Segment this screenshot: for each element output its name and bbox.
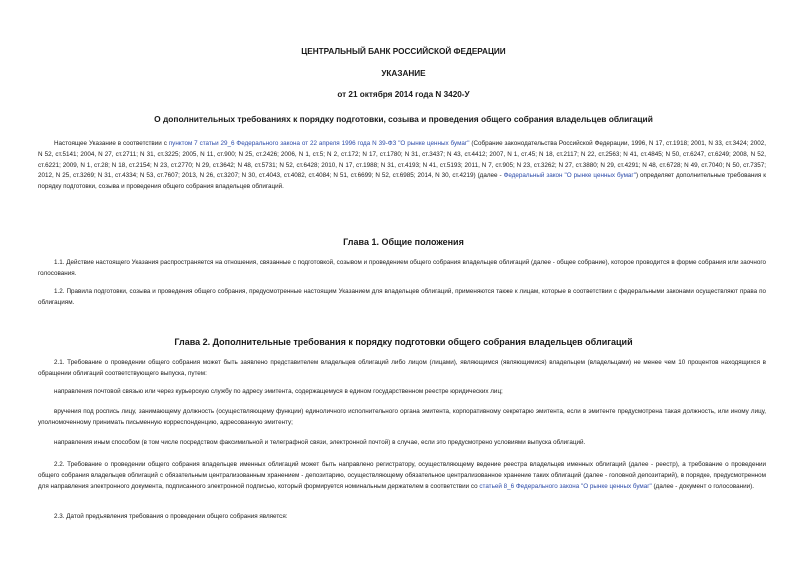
paragraph-2-3 (38, 512, 766, 523)
method-postal (38, 387, 766, 398)
method-postal-text: направления почтовой связью или через курьерскую службу по адресу эмитента, содержащемуся в едином государственном реестре юридических лиц; (54, 388, 503, 395)
paragraph-1-2-text: 1.2. Правила подготовки, созыва и проведения общего собрания, предусмотренные настоящим Указанием для владельцев облигаций, применяются также к лицам, которые в соответствии с федеральными законами осуществляют права по облигациям. (38, 288, 766, 306)
paragraph-2-2-text-1: 2.2. Требование о проведении общего собрания владельцев именных облигаций может быть направлено регистратору, осуществляющему ведение реестра владельцев именных облигаций (далее - реестр), а требование о проведении общего собрания владельцев облигаций с обязательным централизованным хранением - депозитарию, осуществляющему обязательное централизованное хранение таких облигаций (далее - головной депозитарий), в порядке, предусмотренном для направления электронного документа, подписанного электронной подписью, который формируется номинальным держателем в соответствии со (38, 461, 766, 490)
link-article-8-6[interactable]: статьей 8_6 Федерального закона "О рынке ценных бумаг" (479, 482, 652, 490)
method-hand-delivery (38, 407, 766, 429)
paragraph-2-1-text: 2.1. Требование о проведении общего собрания может быть заявлено представителем владельцев облигаций либо лицом (лицами), являющимся (являющимися) владельцем (владельцами) не менее чем 10 процентов находящихся в обращении облигаций соответствующего выпуска, путем: (38, 359, 766, 377)
paragraph-1-2 (38, 287, 766, 309)
intro-text-3: ) определяет дополнительные требования к порядку подготовки, созыва и проведения общего собрания владельцев облигаций. (38, 172, 766, 191)
method-hand-delivery-text: вручения под роспись лицу, занимающему должность (осуществляющему функции) единоличного исполнительного органа эмитента, корпоративному секретарю эмитента, если в эмитенте предусмотрена такая должность, или иному лицу, уполномоченному принимать письменную корреспонденцию, адресованную эмитенту; (38, 408, 766, 426)
paragraph-1-1-text: 1.1. Действие настоящего Указания распространяется на отношения, связанные с подготовкой, созывом и проведением общего собрания владельцев облигаций (далее - общее собрание), которое проводится в форме собрания или заочного голосования. (38, 259, 766, 277)
chapter-2-heading: Глава 2. Дополнительные требования к порядку подготовки общего собрания владельцев облигаций (174, 337, 633, 347)
intro-paragraph (38, 139, 766, 193)
intro-text-1: Настоящее Указание в соответствии с (54, 140, 169, 147)
paragraph-2-1 (38, 358, 766, 380)
intro-text-2: (Собрание законодательства Российской Федерации, 1996, N 17, ст.1918; 2001, N 33, ст.3424; 2002, N 52, ст.5141; 2004, N 27, ст.2711; N 31, ст.3225; 2005, N 11, ст.900; N 25, ст.2426; 2006, N 1, ст.5; N 2, ст.172; N 17, ст.1780; N 31, ст.3437; N 43, ст.4412; 2007, N 1, ст.45; N 18, ст.2117; N 22, ст.2563; N 41, ст.4845; N 50, ст.6247, ст.6249; 2008, N 52, ст.6221; 2009, N 1, ст.28; N 18, ст.2154; N 23, ст.2770; N 29, ст.3642; N 48, ст.5731; N 52, ст.6428; 2010, N 17, ст.1988; N 31, ст.4193; N 41, ст.5193; 2011, N 7, ст.905; N 23, ст.3262; N 27, ст.3880; N 29, ст.4291; N 48, ст.6728; N 49, ст.7040; N 50, ст.7357; 2012, N 25, ст.3269; N 31, ст.4334; N 53, ст.7607; 2013, N 26, ст.3207; N 30, ст.4043, ст.4082, ст.4084; N 51, ст.6699; N 52, ст.6985; 2014, N 30, ст.4219) (далее - (38, 140, 767, 180)
document-title: О дополнительных требованиях к порядку подготовки, созыва и проведения общего собрания владельцев облигаций (154, 114, 653, 124)
link-law-article-29-6[interactable]: пунктом 7 статьи 29_6 Федерального закона от 22 апреля 1996 года N 39-ФЗ "О рынке ценных бумаг" (168, 140, 470, 147)
document-date-number: от 21 октября 2014 года N 3420-У (337, 90, 470, 99)
paragraph-1-1 (38, 258, 766, 280)
method-other (38, 438, 766, 449)
chapter-1-heading: Глава 1. Общие положения (343, 237, 464, 247)
document-type: УКАЗАНИЕ (381, 69, 426, 78)
link-federal-law[interactable]: Федеральный закон "О рынке ценных бумаг" (503, 172, 636, 180)
paragraph-2-3-text: 2.3. Датой предъявления требования о проведении общего собрания является: (54, 513, 288, 520)
bank-name: ЦЕНТРАЛЬНЫЙ БАНК РОССИЙСКОЙ ФЕДЕРАЦИИ (301, 47, 506, 56)
method-other-text: направления иным способом (в том числе посредством факсимильной и телеграфной связи, электронной почтой) в случае, если это предусмотрено условиями выпуска облигаций. (54, 439, 586, 446)
paragraph-2-2 (38, 460, 766, 492)
paragraph-2-2-text-2: (далее - документ о голосовании). (651, 482, 754, 490)
